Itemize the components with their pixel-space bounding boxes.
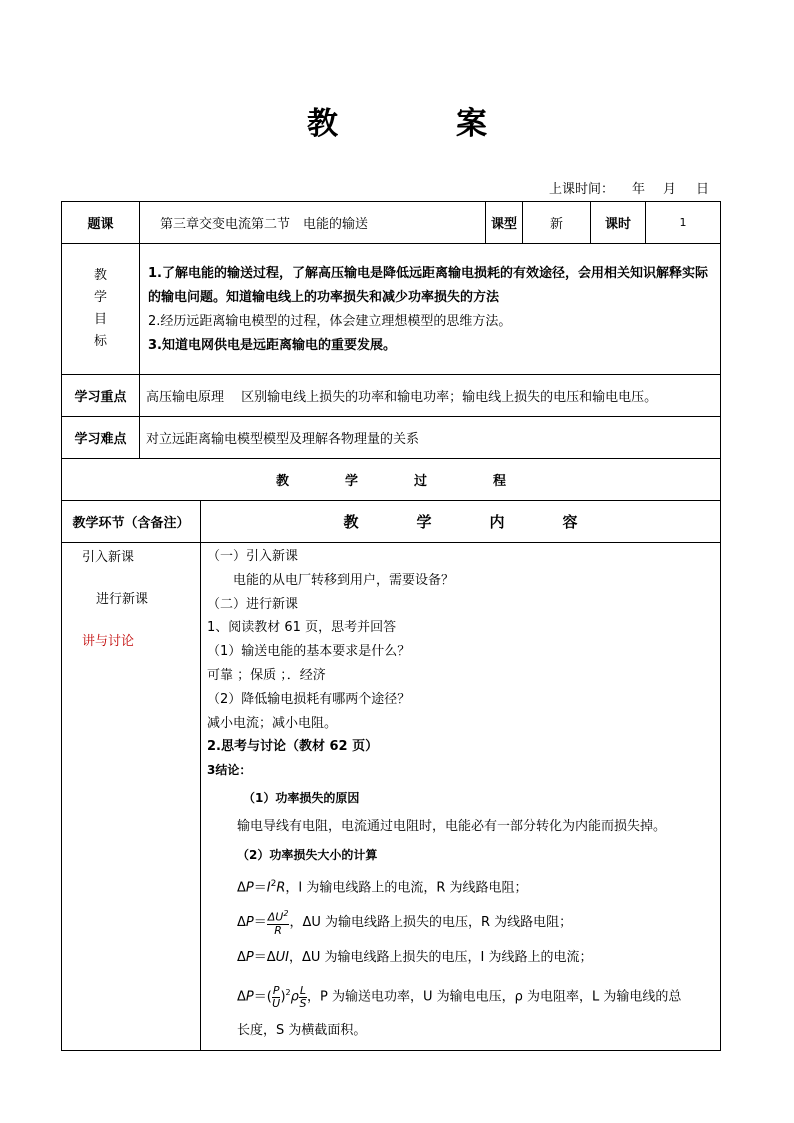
process-header-row [62,501,721,543]
hours-label: 课时 [591,202,646,244]
process-body-row [62,543,721,1051]
goals-label [62,244,140,375]
content-line: 电能的从电厂转移到用户，需要设备？ [233,572,455,588]
content-line: 3结论： [207,763,252,778]
process-title [62,459,721,501]
content-line: （1）输送电能的基本要求是什么？ [207,644,411,660]
class-time [549,178,709,197]
content-line: （1）功率损失的原因 [243,790,360,805]
lesson-plan-table [61,201,721,1051]
formula-4: ΔP＝( $\frac{P}{U}$ )$^2$ρ $\frac{L}{S}$ ，P 为输送电功率，U 为输电电压，ρ 为电阻率，L 为输电线的总 [237,983,682,1010]
title-char-1: 教 [307,106,338,142]
goals-label-char: 学 [93,290,107,305]
class-time-year: 年 [632,182,646,197]
goals-label-char: 标 [93,334,107,349]
goal-item-2: 2.经历远距离输电模型的过程，体会建立理想模型的思维方法。 [148,314,512,329]
difficulties-label: 学习难点 [62,417,140,459]
formula-3: ΔP＝ΔUI，ΔU 为输电线路上损失的电压，I 为线路上的电流； [237,950,593,966]
stage-new: 进行新课 [96,592,149,607]
fraction: $\frac{P}{U}$ [272,983,281,1010]
process-stages [62,543,201,1051]
header-row [62,202,721,244]
class-time-day: 日 [696,182,710,197]
stage-intro: 引入新课 [82,550,135,565]
goal-item-3: 3.知道电网供电是远距离输电的重要发展。 [148,338,396,353]
formula-2: ΔP＝ $\frac{\Delta U^2}{R}$ ，ΔU 为输电线路上损失的电压，R 为线路电阻； [237,909,573,938]
process-content [201,543,721,1051]
content-line: （二）进行新课 [207,596,299,612]
process-title-row [62,459,721,501]
page-title [0,98,794,143]
process-header-left: 教学环节（含备注） [62,501,201,543]
topic-value: 第三章交变电流第二节 电能的输送 [140,202,486,244]
formula-2-text: ，ΔU 为输电线路上损失的电压，R 为线路电阻； [289,915,573,931]
content-line: （一）引入新课 [207,549,299,564]
process-header-right [201,501,721,543]
class-time-month: 月 [663,182,677,197]
content-line: 1、阅读教材 61 页，思考并回答 [207,620,397,636]
key-points-label: 学习重点 [62,375,140,417]
content-line: 可靠 ；保质 ；．经济 [207,667,326,683]
content-line: 减小电流；减小电阻。 [207,715,338,731]
title-char-2: 案 [456,106,487,142]
fraction: $\frac{L}{S}$ [299,983,307,1010]
goals-label-char: 目 [93,312,107,327]
goals-label-char: 教 [93,268,107,283]
content-line: （2）降低输电损耗有哪两个途径？ [207,691,411,707]
process-title-char: 过 [414,474,428,489]
process-header-char: 容 [562,513,578,531]
key-points-row [62,375,721,417]
process-title-char: 教 [275,474,289,489]
content-line: 2.思考与讨论（教材 62 页） [207,739,379,755]
topic-label: 题课 [62,202,140,244]
type-label: 课型 [486,202,523,244]
formula-3-text: ，ΔU 为输电线路上损失的电压，I 为线路上的电流； [289,950,593,966]
process-header-char: 教 [343,513,359,531]
process-header-char: 内 [489,513,505,531]
content-line: 输电导线有电阻，电流通过电阻时，电能必有一部分转化为内能而损失掉。 [237,818,667,834]
fraction: $\frac{\Delta U^2}{R}$ [267,909,289,938]
process-title-char: 程 [493,474,507,489]
goals-content [140,244,721,375]
formula-4-continued: 长度，S 为横截面积。 [237,1022,367,1038]
difficulties-row [62,417,721,459]
difficulties-value: 对立远距离输电模型模型及理解各物理量的关系 [140,417,721,459]
type-value: 新 [523,202,591,244]
process-header-char: 学 [416,513,432,531]
goals-row [62,244,721,375]
stage-discuss: 讲与讨论 [82,634,135,649]
formula-1: $\Delta P=I^2R$，I 为输电线路上的电流，R 为线路电阻； [237,878,528,896]
goal-item-1: 1.了解电能的输送过程，了解高压输电是降低远距离输电损耗的有效途径，会用相关知识解释实际的输电问题。知道输电线上的功率损失和减少功率损失的方法 [148,266,708,305]
formula-1-text: ，I 为输电线路上的电流，R 为线路电阻； [285,880,528,896]
hours-value: 1 [646,202,721,244]
formula-4-text: ，P 为输送电功率，U 为输电电压，ρ 为电阻率，L 为输电线的总 [307,989,682,1005]
content-line: （2）功率损失大小的计算 [237,847,378,862]
key-points-value: 高压输电原理 区别输电线上损失的功率和输电功率；输电线上损失的电压和输电电压。 [140,375,721,417]
class-time-label: 上课时间： [549,182,615,197]
process-title-char: 学 [344,474,358,489]
